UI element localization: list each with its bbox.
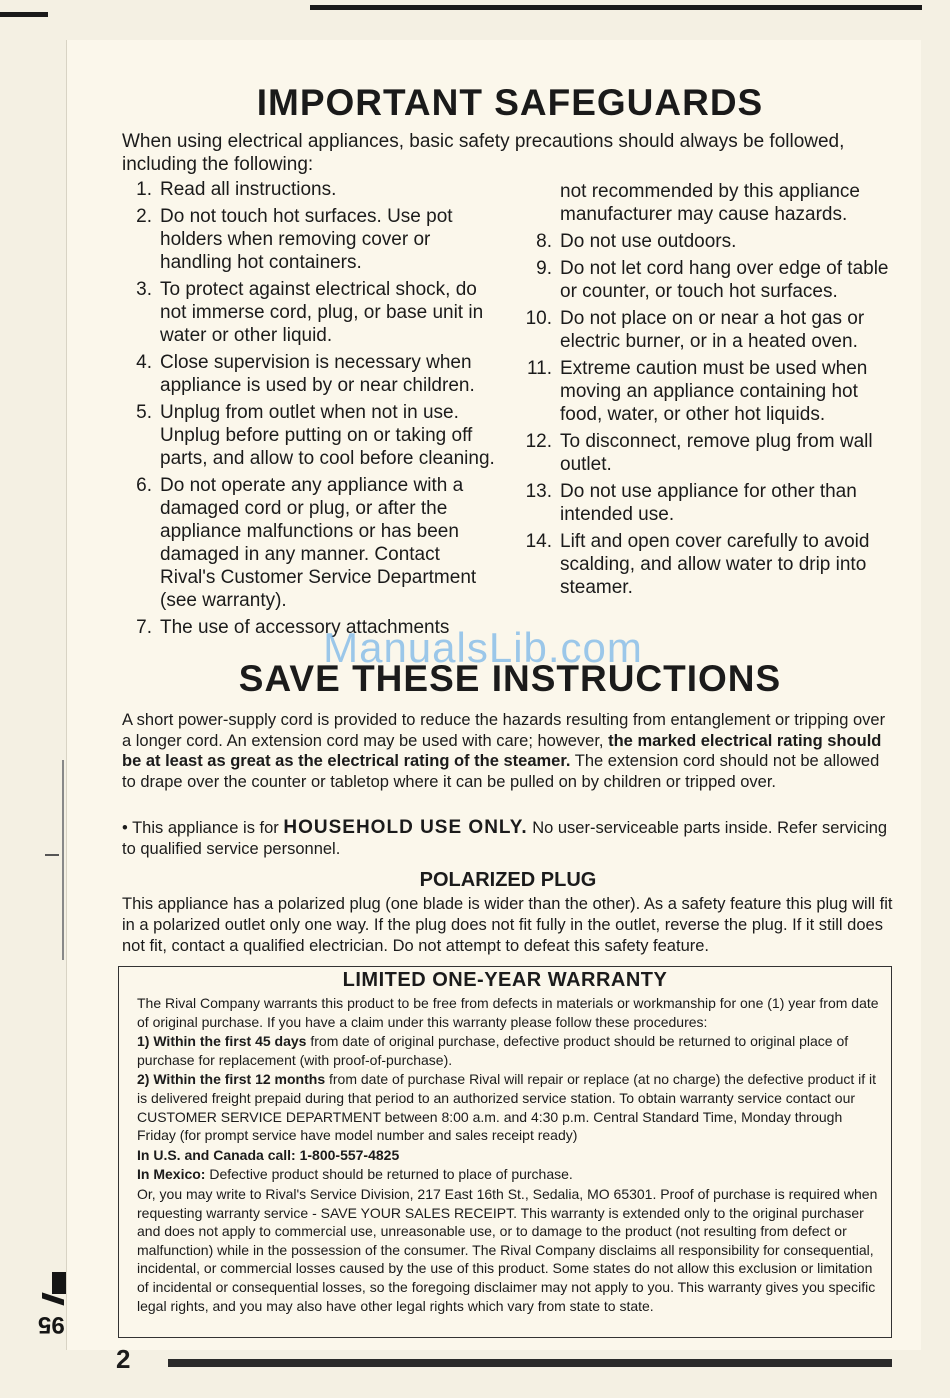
safeguards-left-column xyxy=(130,178,498,643)
safeguard-item: 6. Do not operate any appliance with a damaged cord or plug, or after the appliance malfunctions or has been damaged in any manner. Contact Rival's Customer Service Department (see warranty). xyxy=(136,475,477,611)
safeguard-item: 1. Read all instructions. xyxy=(136,179,337,200)
page-number: 2 xyxy=(116,1344,131,1374)
warranty-intro: The Rival Company warrants this product to be free from defects in materials or workmanship for one (1) year from date of original purchase. If you have a claim under this warranty please follow these procedures: xyxy=(137,995,879,1030)
safeguard-item: 12. To disconnect, remove plug from wall outlet. xyxy=(525,431,873,475)
polarized-plug-heading: POLARIZED PLUG xyxy=(419,869,597,891)
household-use-paragraph: • This appliance is for HOUSEHOLD USE ONLY. No user-serviceable parts inside. Refer servicing to qualified service personnel. xyxy=(122,817,888,858)
warranty-step-1: 1) Within the first 45 days from date of original purchase, defective product should be returned to original place of purchase for replacement (with proof-of-purchase). xyxy=(137,1033,849,1068)
margin-dash xyxy=(45,854,59,856)
safeguard-item: 8. Do not use outdoors. xyxy=(536,231,737,252)
warranty-closing: Or, you may write to Rival's Service Division, 217 East 16th St., Sedalia, MO 65301. Proof of purchase is required when requesting warranty service - SAVE YOUR SALES RECEIPT. This warranty is extended only to the original purchaser and does not apply to commercial use, unreasonable use, or to damage to the product (not resulting from defect or malfunction) while in the possession of the consumer. The Rival Company disclaims all responsibility for consequential, incidental, or commercial losses caused by the use of this product. Some states do not allow this exclusion or limitation of incidental or consequential losses, so the foregoing disclaimer may not apply to you. This warranty gives you specific legal rights, and you may also have other legal rights which vary from state to state. xyxy=(137,1185,878,1314)
top-edge-bar-left xyxy=(0,12,48,17)
warranty-title: LIMITED ONE-YEAR WARRANTY xyxy=(342,969,668,991)
warranty-phone: In U.S. and Canada call: 1-800-557-4825 xyxy=(137,1146,400,1163)
save-instructions-heading: SAVE THESE INSTRUCTIONS xyxy=(238,658,782,699)
watermark: ManualsLib.com xyxy=(323,624,643,671)
safeguard-item: 5. Unplug from outlet when not in use. Unplug before putting on or taking off parts, and allow to cool before cleaning. xyxy=(136,402,495,469)
footer-rule xyxy=(168,1359,892,1367)
warranty-body xyxy=(137,994,881,1316)
safeguard-continuation: not recommended by this appliance manufacturer may cause hazards. xyxy=(560,181,860,225)
safeguard-item: 14. Lift and open cover carefully to avoid scalding, and allow water to drip into steamer. xyxy=(525,531,870,598)
edge-text: 95 xyxy=(38,1311,65,1338)
safeguard-item: 9. Do not let cord hang over edge of table or counter, or touch hot surfaces. xyxy=(536,258,889,302)
safeguard-item: 4. Close supervision is necessary when appliance is used by or near children. xyxy=(136,352,475,396)
warranty-mexico: In Mexico: Defective product should be returned to place of purchase. xyxy=(137,1166,573,1183)
polarized-plug-text: This appliance has a polarized plug (one blade is wider than the other). As a safety feature this plug will fit in a polarized outlet only one way. If the plug does not fit fully in the outlet, reverse the plug. If it still does not fit, contact a qualified electrician. Do not attempt to defeat this safety feature. xyxy=(122,895,893,955)
edge-mark xyxy=(42,1292,64,1305)
top-edge-bar-right xyxy=(310,5,922,10)
warranty-step-2: 2) Within the first 12 months from date of purchase Rival will repair or replace (at no charge) the defective product if it is delivered freight prepaid during that period to an authorized service station. To obtain warranty service contact our CUSTOMER SERVICE DEPARTMENT between 8:00 a.m. and 4:30 p.m. Central Standard Time, Monday through Friday (for prompt service have model number and sales receipt ready) xyxy=(137,1071,877,1144)
safeguards-right-column xyxy=(522,180,902,603)
safeguard-item: 13. Do not use appliance for other than intended use. xyxy=(525,481,857,525)
intro-text: When using electrical appliances, basic safety precautions should always be followed, including the following: xyxy=(122,131,845,175)
extension-cord-paragraph: A short power-supply cord is provided to reduce the hazards resulting from entanglement or tripping over a longer cord. An extension cord may be used with care; however, the marked electrical rating should be at least as great as the electrical rating of the steamer. The extension cord should not be allowed to drape over the counter or tabletop where it can be pulled on by children or tripped over. xyxy=(122,711,886,791)
safeguard-item: 7. The use of accessory attachments xyxy=(136,617,450,638)
safeguard-item: 3. To protect against electrical shock, do not immerse cord, plug, or base unit in water or other liquid. xyxy=(136,279,484,346)
margin-line xyxy=(62,760,64,960)
page-title: IMPORTANT SAFEGUARDS xyxy=(256,82,764,123)
warranty-box xyxy=(118,966,892,1338)
edge-mark xyxy=(52,1272,66,1294)
safeguard-item: 2. Do not touch hot surfaces. Use pot holders when removing cover or handling hot containers. xyxy=(136,206,453,273)
safeguard-item: 11. Extreme caution must be used when moving an appliance containing hot food, water, or other hot liquids. xyxy=(526,358,868,425)
safeguard-item: 10. Do not place on or near a hot gas or electric burner, or in a heated oven. xyxy=(525,308,865,352)
